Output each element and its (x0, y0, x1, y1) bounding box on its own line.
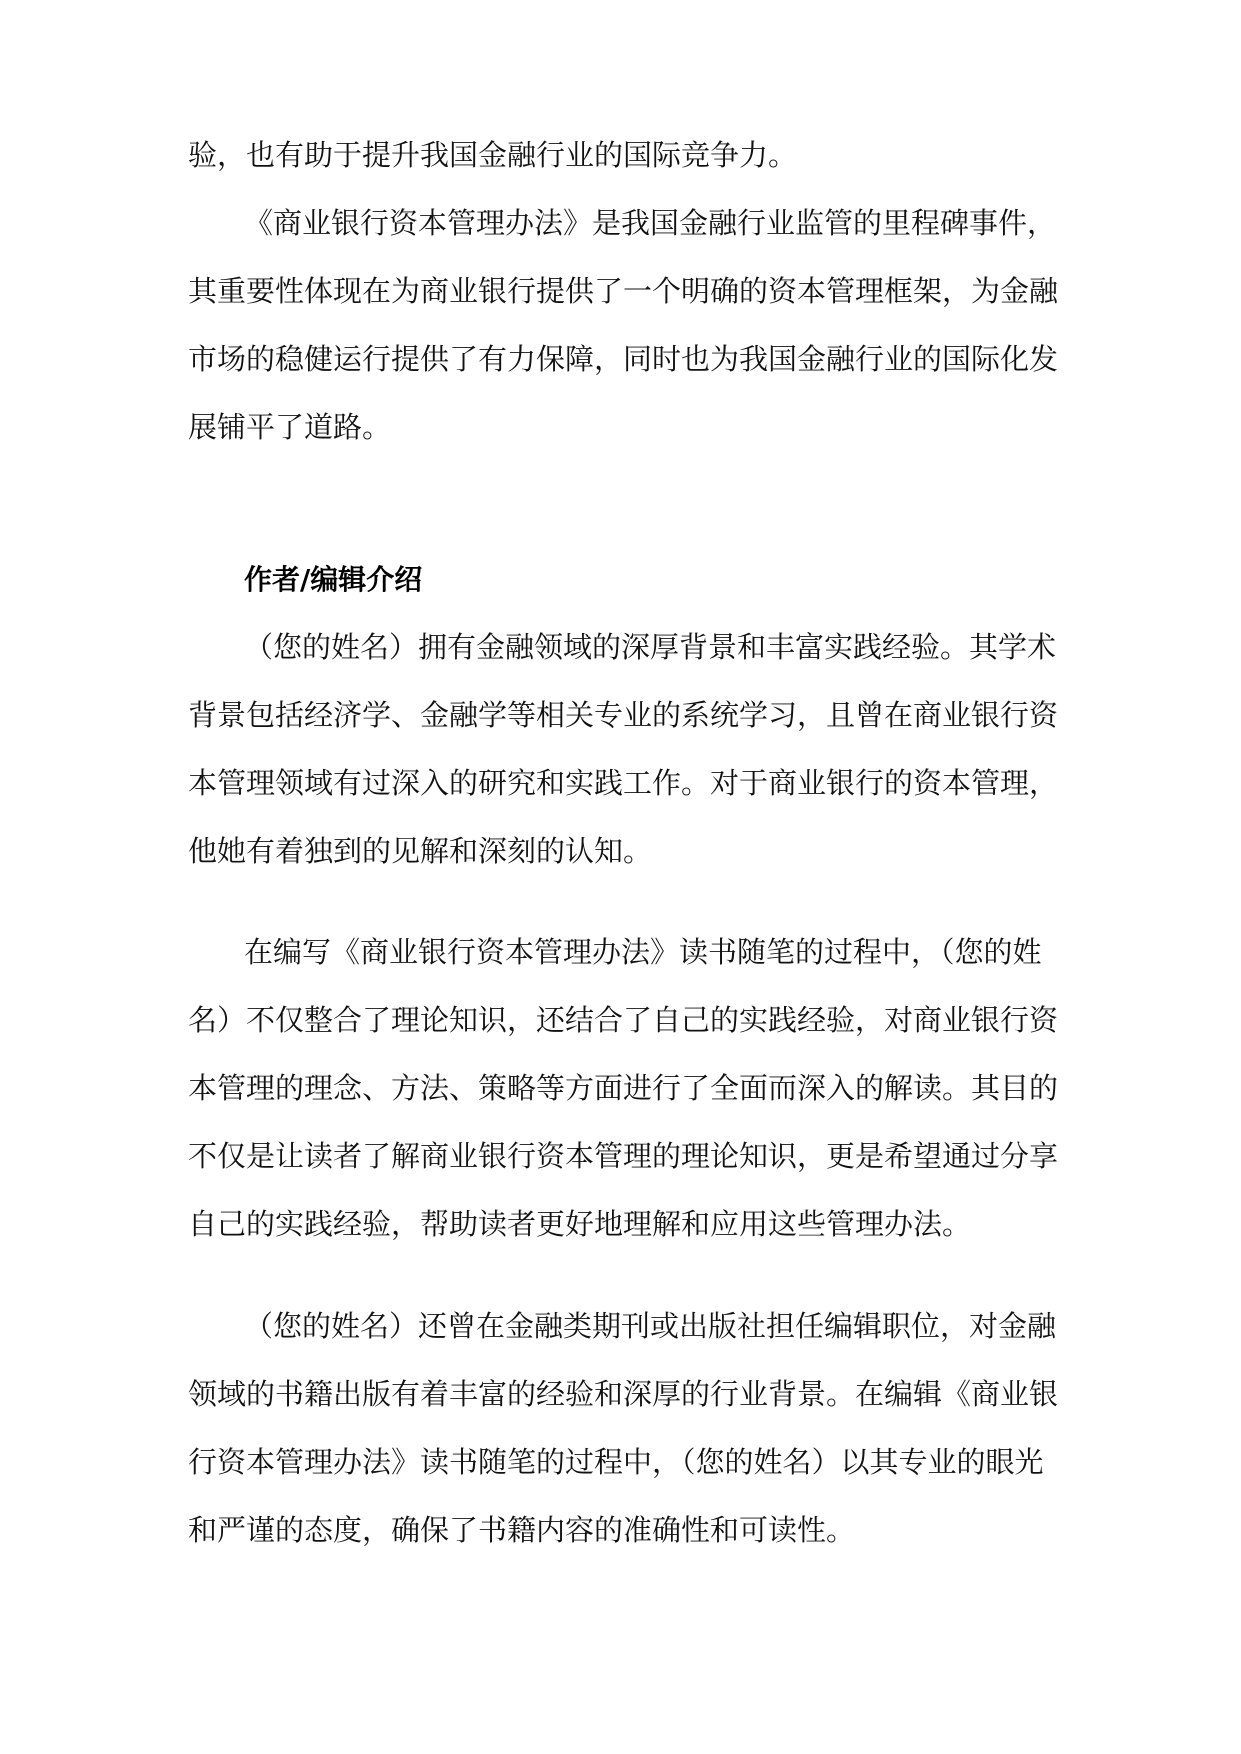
paragraph-4-line-1: 在编写《商业银行资本管理办法》读书随笔的过程中，（您的姓 (244, 935, 1042, 969)
paragraph-3-line-1: （您的姓名）拥有金融领域的深厚背景和丰富实践经验。其学术 (244, 630, 1057, 664)
paragraph-2-line-1: 《商业银行资本管理办法》是我国金融行业监管的里程碑事件， (244, 206, 1057, 240)
paragraph-5-line-1: （您的姓名）还曾在金融类期刊或出版社担任编辑职位，对金融 (244, 1309, 1057, 1343)
paragraph-3-line-4: 他她有着独到的见解和深刻的认知。 (188, 834, 653, 868)
paragraph-4-line-3: 本管理的理念、方法、策略等方面进行了全面而深入的解读。其目的 (188, 1071, 1059, 1105)
paragraph-2-line-3: 市场的稳健运行提供了有力保障，同时也为我国金融行业的国际化发 (188, 342, 1059, 376)
paragraph-2-line-4: 展铺平了道路。 (188, 410, 392, 444)
paragraph-4-line-4: 不仅是让读者了解商业银行资本管理的理论知识，更是希望通过分享 (188, 1139, 1059, 1173)
paragraph-3-line-2: 背景包括经济学、金融学等相关专业的系统学习，且曾在商业银行资 (188, 698, 1059, 732)
paragraph-4-line-5: 自己的实践经验，帮助读者更好地理解和应用这些管理办法。 (188, 1207, 972, 1241)
paragraph-4-line-2: 名）不仅整合了理论知识，还结合了自己的实践经验，对商业银行资 (188, 1003, 1059, 1037)
paragraph-5-line-2: 领域的书籍出版有着丰富的经验和深厚的行业背景。在编辑《商业银 (188, 1377, 1059, 1411)
paragraph-1-line-1: 验，也有助于提升我国金融行业的国际竞争力。 (188, 138, 798, 172)
paragraph-3-line-3: 本管理领域有过深入的研究和实践工作。对于商业银行的资本管理， (188, 766, 1059, 800)
paragraph-5-line-4: 和严谨的态度，确保了书籍内容的准确性和可读性。 (188, 1513, 856, 1547)
paragraph-2-line-2: 其重要性体现在为商业银行提供了一个明确的资本管理框架，为金融 (188, 274, 1059, 308)
section-heading: 作者/编辑介绍 (244, 563, 423, 596)
paragraph-5-line-3: 行资本管理办法》读书随笔的过程中，（您的姓名）以其专业的眼光 (188, 1445, 1044, 1479)
